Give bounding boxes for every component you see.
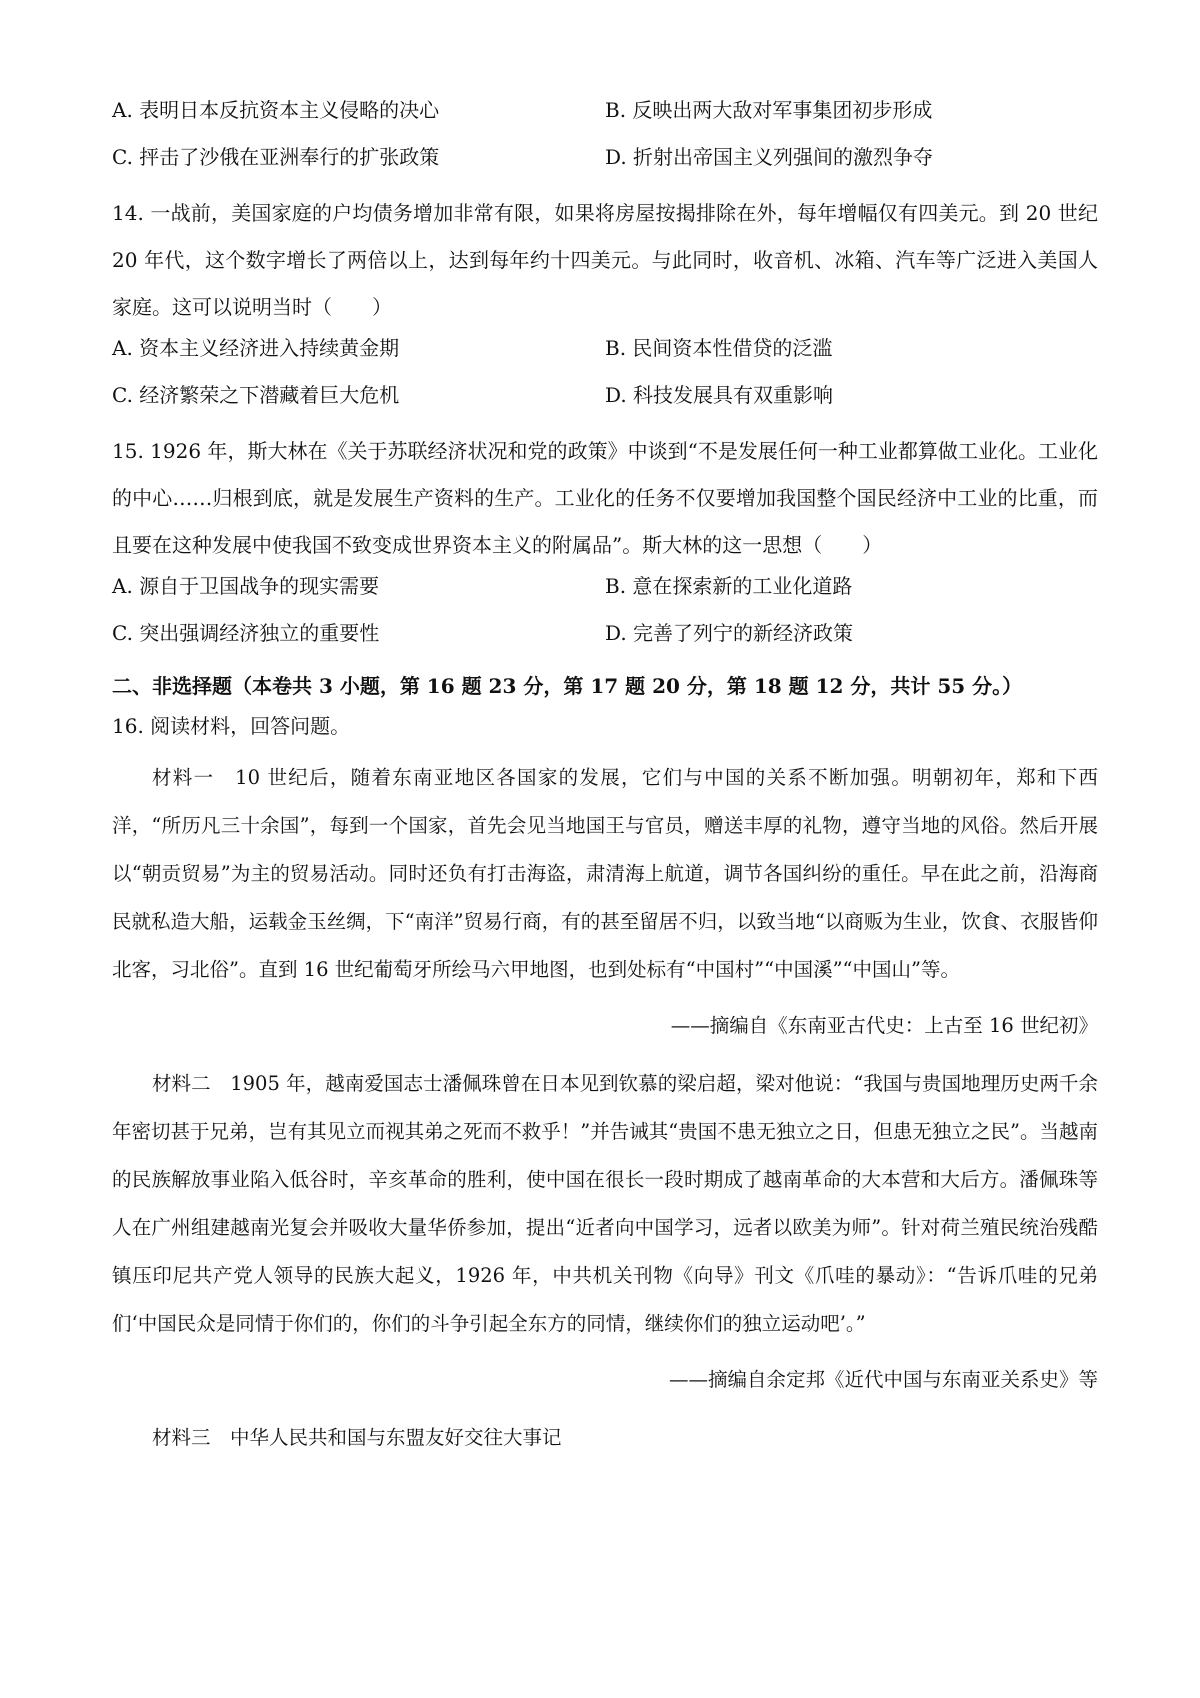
q14-options bbox=[112, 334, 1098, 409]
q14-stem: 14. 一战前，美国家庭的户均债务增加非常有限，如果将房屋按揭排除在外，每年增幅仅有四美元。到 20 世纪 20 年代，这个数字增长了两倍以上，达到每年约十四美元。与此同时，收音机、冰箱、汽车等广泛进入美国人家庭。这可以说明当时（ ） bbox=[112, 201, 1098, 319]
material-1-source: ——摘编自《东南亚古代史：上古至 16 世纪初》 bbox=[670, 1014, 1098, 1037]
q15-stem: 15. 1926 年，斯大林在《关于苏联经济状况和党的政策》中谈到“不是发展任何一种工业都算做工业化。工业化的中心……归根到底，就是发展生产资料的生产。工业化的任务不仅要增加我国整个国民经济中工业的比重，而且要在这种发展中使我国不致变成世界资本主义的附属品”。斯大林的这一思想（ ） bbox=[112, 439, 1098, 557]
q14-option-d: D. 科技发展具有双重影响 bbox=[605, 383, 834, 407]
q14-option-b: B. 民间资本性借贷的泛滥 bbox=[605, 336, 833, 360]
material-2: 材料二 1905 年，越南爱国志士潘佩珠曾在日本见到钦慕的梁启超，梁对他说：“我国与贵国地理历史两千余年密切甚于兄弟，岂有其见立而视其弟之死而不救乎！”并告诫其“贵国不患无独立之日，但患无独立之民”。当越南的民族解放事业陷入低谷时，辛亥革命的胜利，使中国在很长一段时期成了越南革命的大本营和大后方。潘佩珠等人在广州组建越南光复会并吸收大量华侨参加，提出“近者向中国学习，远者以欧美为师”。针对荷兰殖民统治残酷镇压印尼共产党人领导的民族大起义，1926 年，中共机关刊物《向导》刊文《爪哇的暴动》：“告诉爪哇的兄弟们‘中国民众是同情于你们的，你们的斗争引起全东方的同情，继续你们的独立运动吧’。” bbox=[112, 1072, 1098, 1335]
q14-option-c: C. 经济繁荣之下潜藏着巨大危机 bbox=[112, 383, 400, 407]
material-3-heading: 材料三 中华人民共和国与东盟友好交往大事记 bbox=[152, 1426, 562, 1449]
q14-option-a: A. 资本主义经济进入持续黄金期 bbox=[112, 336, 400, 360]
material-1: 材料一 10 世纪后，随着东南亚地区各国家的发展，它们与中国的关系不断加强。明朝初年，郑和下西洋，“所历凡三十余国”，每到一个国家，首先会见当地国王与官员，赠送丰厚的礼物，遵守当地的风俗。然后开展以“朝贡贸易”为主的贸易活动。同时还负有打击海盗，肃清海上航道，调节各国纠纷的重任。早在此之前，沿海商民就私造大船，运载金玉丝绸，下“南洋”贸易行商，有的甚至留居不归，以致当地“以商贩为生业，饮食、衣服皆仰北客，习北俗”。直到 16 世纪葡萄牙所绘马六甲地图，也到处标有“中国村”“中国溪”“中国山”等。 bbox=[112, 766, 1098, 981]
q13-options bbox=[112, 96, 1098, 171]
q15-option-b: B. 意在探索新的工业化道路 bbox=[605, 574, 853, 598]
q15-option-a: A. 源自于卫国战争的现实需要 bbox=[112, 574, 380, 598]
q16-stem: 16. 阅读材料，回答问题。 bbox=[112, 714, 351, 738]
section-2-heading: 二、非选择题（本卷共 3 小题，第 16 题 23 分，第 17 题 20 分，第 18 题 12 分，共计 55 分。） bbox=[112, 674, 1023, 698]
q13-option-d: D. 折射出帝国主义列强间的激烈争夺 bbox=[605, 145, 934, 169]
q13-option-b: B. 反映出两大敌对军事集团初步形成 bbox=[605, 98, 933, 122]
exam-page bbox=[112, 96, 1098, 1462]
q15-option-d: D. 完善了列宁的新经济政策 bbox=[605, 621, 854, 645]
q13-option-c: C. 抨击了沙俄在亚洲奉行的扩张政策 bbox=[112, 145, 440, 169]
q13-option-a: A. 表明日本反抗资本主义侵略的决心 bbox=[112, 98, 440, 122]
q15-option-c: C. 突出强调经济独立的重要性 bbox=[112, 621, 380, 645]
material-2-source: ——摘编自余定邦《近代中国与东南亚关系史》等 bbox=[668, 1368, 1098, 1391]
q15-options bbox=[112, 572, 1098, 647]
